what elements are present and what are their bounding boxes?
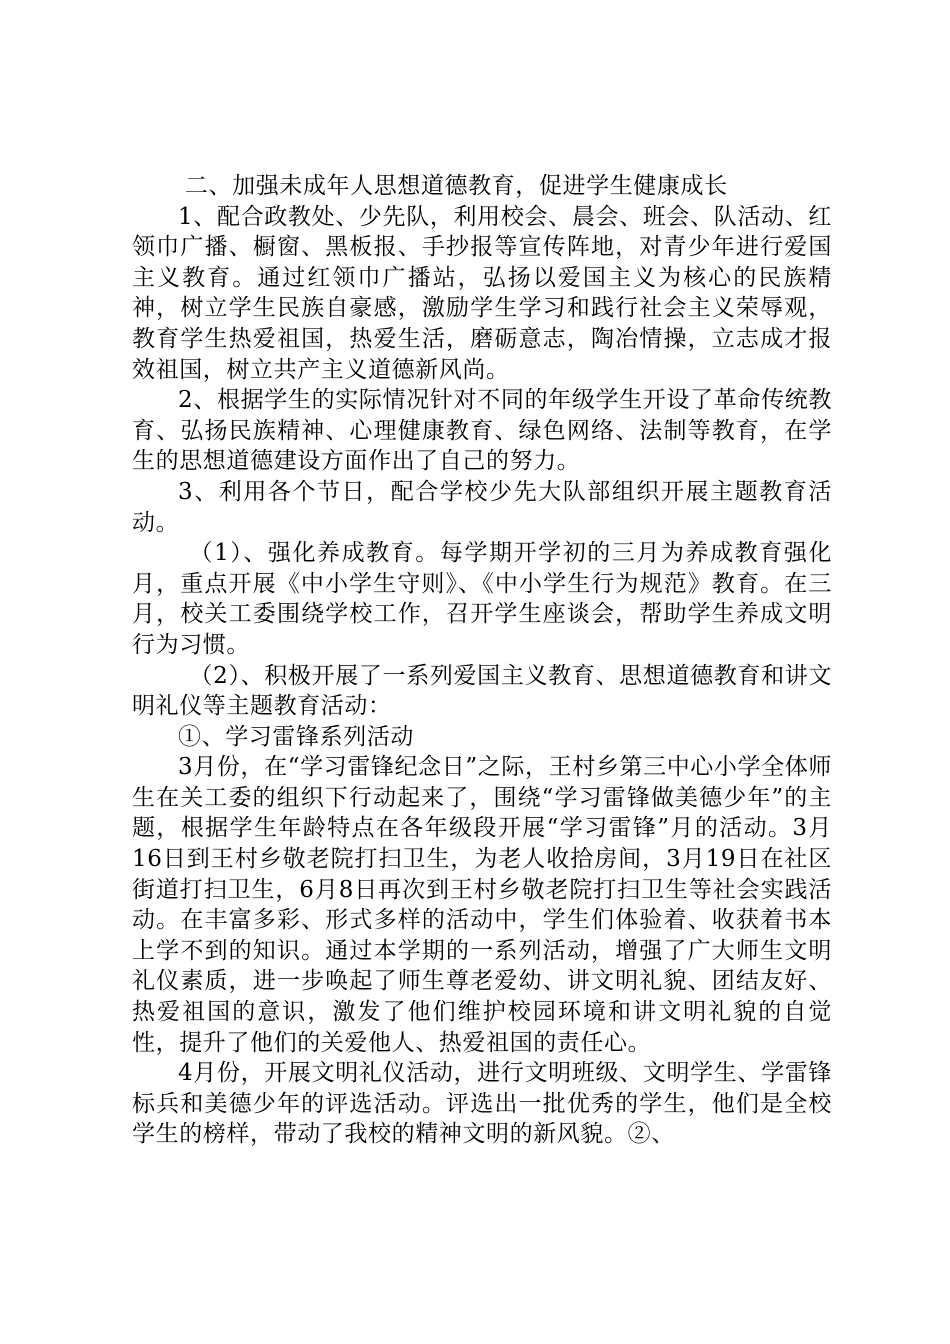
document-body	[132, 171, 832, 1150]
paragraph-3: 3、利用各个节日，配合学校少先大队部组织开展主题教育活动。	[132, 478, 832, 536]
paragraph-3-1: （1）、强化养成教育。每学期开学初的三月为养成教育强化月，重点开展《中小学生守则》、《中小学生行为规范》教育。在三月，校关工委围绕学校工作，召开学生座谈会，帮助学生养成文明行为习惯。	[132, 540, 832, 658]
paragraph-1: 1、配合政教处、少先队，利用校会、晨会、班会、队活动、红领巾广播、橱窗、黑板报、手抄报等宣传阵地，对青少年进行爱国主义教育。通过红领巾广播站，弘扬以爱国主义为核心的民族精神，树立学生民族自豪感，激励学生学习和践行社会主义荣辱观，教育学生热爱祖国，热爱生活，磨砺意志，陶冶情操，立志成才报效祖国，树立共产主义道德新风尚。	[132, 203, 832, 383]
paragraph-2: 2、根据学生的实际情况针对不同的年级学生开设了革命传统教育、弘扬民族精神、心理健康教育、绿色网络、法制等教育，在学生的思想道德建设方面作出了自己的努力。	[132, 387, 832, 475]
section-heading: 二、加强未成年人思想道德教育，促进学生健康成长	[184, 173, 728, 199]
paragraph-3-2: （2）、积极开展了一系列爱国主义教育、思想道德教育和讲文明礼仪等主题教育活动：	[132, 662, 832, 720]
paragraph-march: 3月份，在“学习雷锋纪念日”之际，王村乡第三中心小学全体师生在关工委的组织下行动起来了，围绕“学习雷锋做美德少年”的主题，根据学生年龄特点在各年级段开展“学习雷锋”月的活动。3月16日到王村乡敬老院打扫卫生，为老人收拾房间，3月19日在社区街道打扫卫生，6月8日再次到王村乡敬老院打扫卫生等社会实践活动。在丰富多彩、形式多样的活动中，学生们体验着、收获着书本上学不到的知识。通过本学期的一系列活动，增强了广大师生文明礼仪素质，进一步唤起了师生尊老爱幼、讲文明礼貌、团结友好、热爱祖国的意识，激发了他们维护校园环境和讲文明礼貌的自觉性，提升了他们的关爱他人、热爱祖国的责任心。	[132, 754, 832, 1056]
paragraph-april: 4月份，开展文明礼仪活动，进行文明班级、文明学生、学雷锋标兵和美德少年的评选活动。评选出一批优秀的学生，他们是全校学生的榜样，带动了我校的精神文明的新风貌。②、	[132, 1060, 832, 1148]
subheading-lei-feng: ①、学习雷锋系列活动	[178, 723, 414, 750]
